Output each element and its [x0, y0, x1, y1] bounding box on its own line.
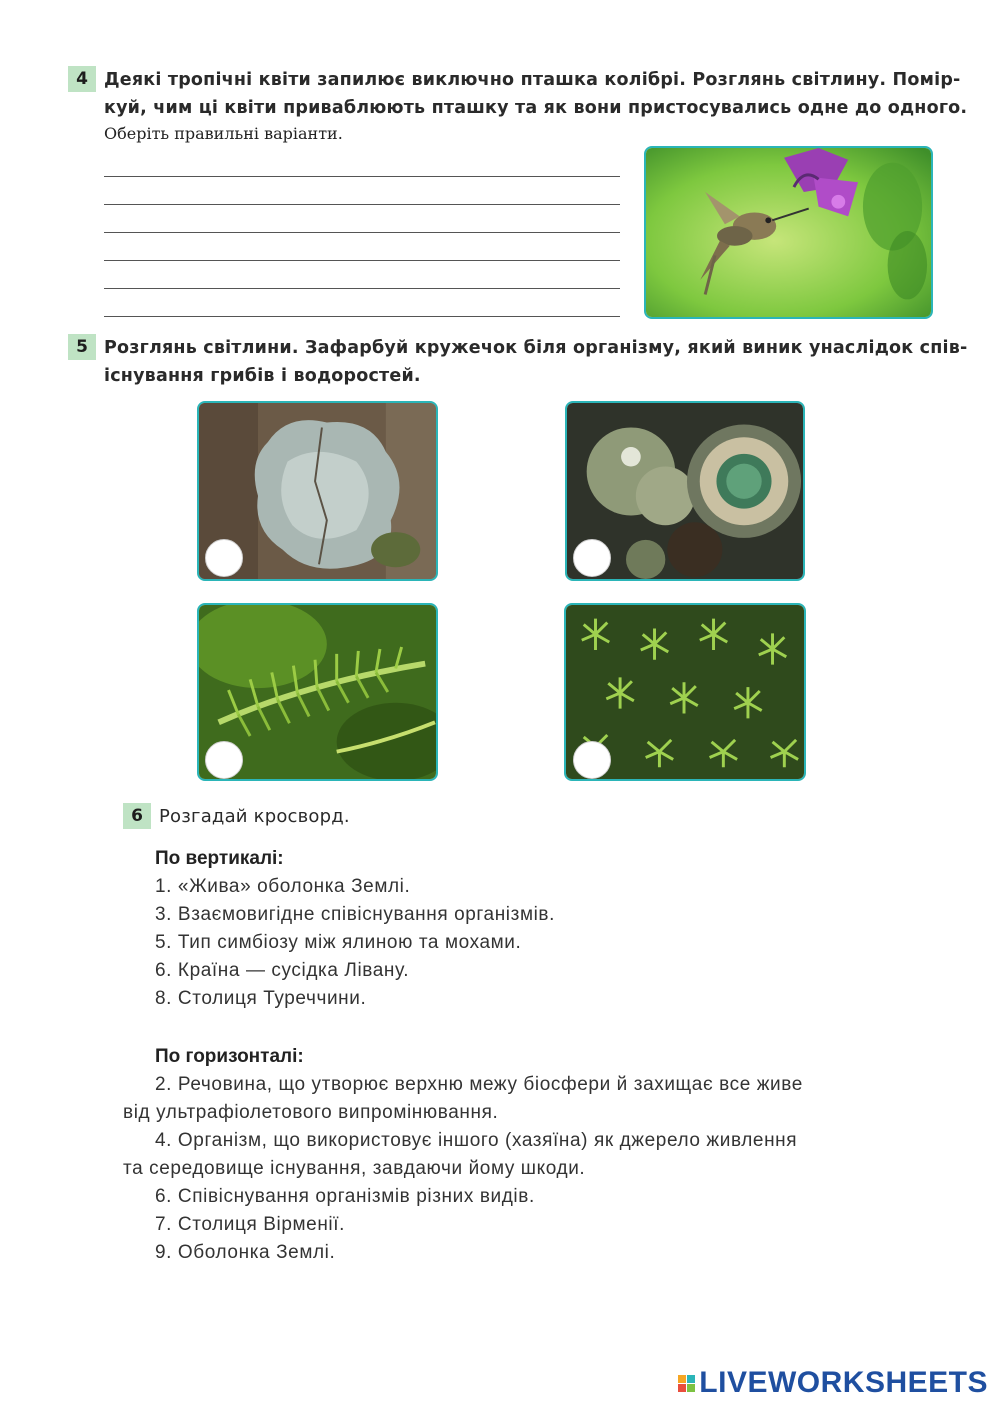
vertical-clue: 6. Країна — сусідка Лівану.: [155, 960, 410, 981]
answer-line-5[interactable]: [104, 288, 620, 289]
answer-line-6[interactable]: [104, 316, 620, 317]
lichen-radio[interactable]: [205, 539, 243, 577]
answer-line-1[interactable]: [104, 176, 620, 177]
vertical-clue: 8. Столиця Туреччини.: [155, 988, 367, 1009]
task-5-header: [68, 334, 970, 390]
vertical-clue: 3. Взаємовигідне співіснування організмів.: [155, 904, 555, 925]
task-number: 5: [68, 334, 96, 360]
vertical-clue: 5. Тип симбіозу між ялиною та мохами.: [155, 932, 522, 953]
horizontal-clue: 7. Столиця Вірменії.: [155, 1214, 345, 1235]
horizontal-clue-continued: та середовище існування, завдаючи йому шкоди.: [123, 1158, 586, 1179]
mold-radio[interactable]: [573, 539, 611, 577]
horizontal-clue: 6. Співіснування організмів різних видів.: [155, 1186, 535, 1207]
horizontal-heading: По горизонталі:: [155, 1046, 304, 1067]
task-4-text-line2: куй, чим ці квіти приваблюють пташку та як вони пристосувались одне до одного.: [104, 98, 968, 118]
vertical-heading: По вертикалі:: [155, 848, 284, 869]
task-5-text-line1: Розглянь світлини. Зафарбуй кружечок біля організму, який виник унаслідок спів-: [104, 338, 968, 358]
horizontal-clue: 4. Організм, що використовує іншого (хазяїна) як джерело живлення: [155, 1130, 798, 1151]
task-4-hint: Оберіть правильні варіанти.: [104, 124, 343, 143]
task-number: 4: [68, 66, 96, 92]
task-6-title: Розгадай кросворд.: [159, 806, 350, 827]
answer-line-4[interactable]: [104, 260, 620, 261]
answer-line-3[interactable]: [104, 232, 620, 233]
vertical-clue: 1. «Жива» оболонка Землі.: [155, 876, 411, 897]
liveworksheets-logo[interactable]: [678, 1366, 988, 1400]
clubmoss-radio[interactable]: [205, 741, 243, 779]
task-5-text-line2: існування грибів і водоростей.: [104, 366, 421, 386]
horizontal-clue: 2. Речовина, що утворює верхню межу біосфери й захищає все живе: [155, 1074, 803, 1095]
liveworksheets-logo-text: LIVEWORKSHEETS: [699, 1366, 988, 1399]
task-4-text-line1: Деякі тропічні квіти запилює виключно пташка колібрі. Розглянь світлину. Помір-: [104, 70, 961, 90]
task-4-header: [68, 66, 970, 122]
hummingbird-flower-photo: [644, 146, 933, 319]
liveworksheets-logo-icon: [678, 1375, 695, 1392]
task-6-header: [123, 803, 350, 831]
horizontal-clue: 9. Оболонка Землі.: [155, 1242, 336, 1263]
task-number: 6: [123, 803, 151, 829]
answer-line-2[interactable]: [104, 204, 620, 205]
horizontal-clue-continued: від ультрафіолетового випромінювання.: [123, 1102, 499, 1123]
moss-radio[interactable]: [573, 741, 611, 779]
